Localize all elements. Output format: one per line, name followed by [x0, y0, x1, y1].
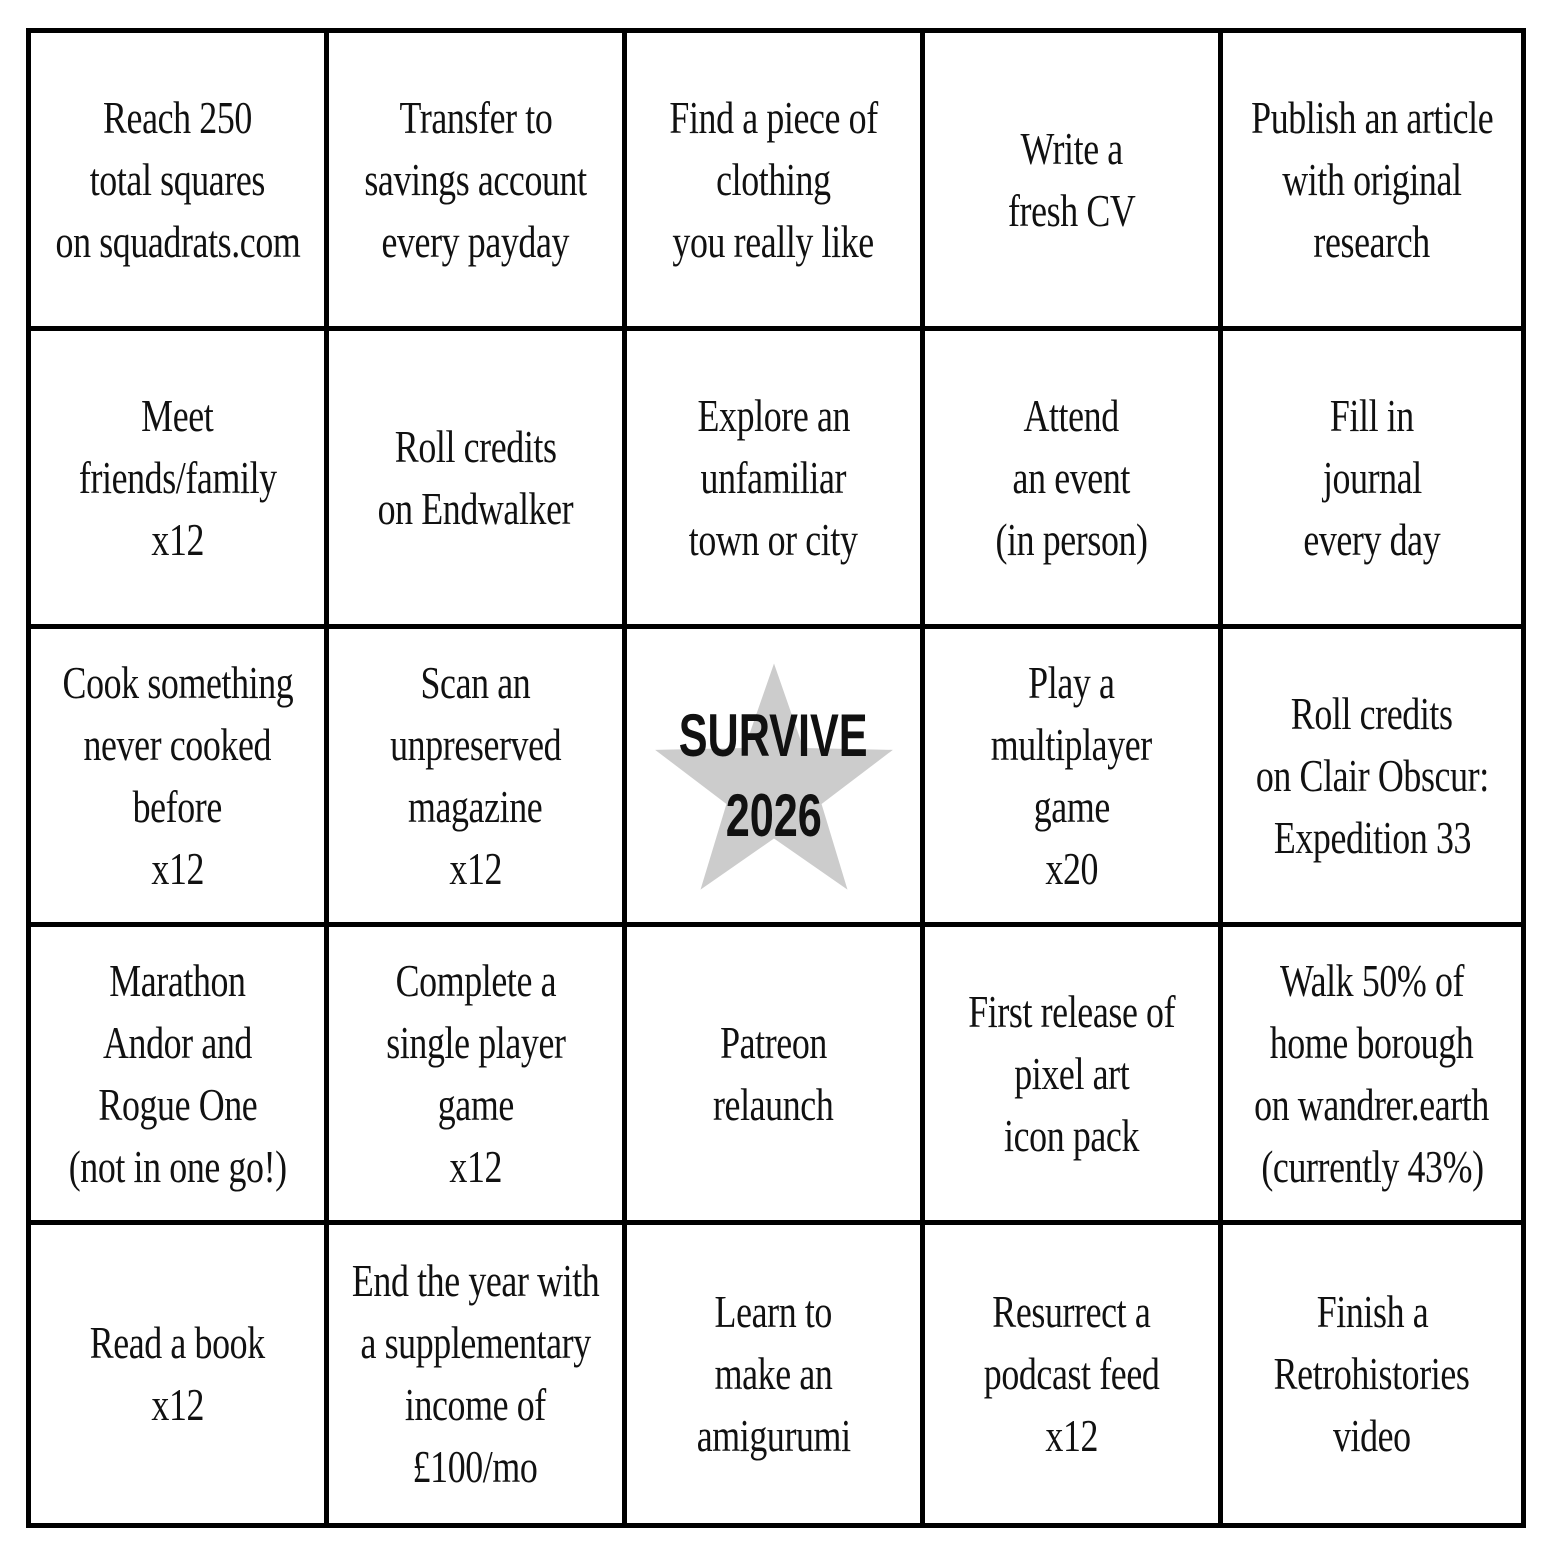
bingo-square-text: x12 — [1045, 1410, 1098, 1461]
bingo-square[interactable] — [627, 33, 925, 331]
bingo-square-text: Finish a — [1316, 1286, 1428, 1337]
bingo-square[interactable] — [329, 927, 627, 1225]
bingo-square[interactable] — [1223, 331, 1521, 629]
bingo-square[interactable] — [1223, 1225, 1521, 1523]
bingo-square-text: (in person) — [995, 513, 1148, 565]
bingo-square-text: video — [1333, 1410, 1411, 1461]
bingo-square-text: on wandrer.earth — [1254, 1078, 1490, 1130]
bingo-square-text: (not in one go!) — [68, 1140, 287, 1192]
bingo-square-text: Retrohistories — [1274, 1348, 1470, 1399]
bingo-square-text: podcast feed — [983, 1348, 1160, 1399]
bingo-free-space[interactable] — [627, 629, 925, 927]
bingo-square-text: multiplayer — [990, 718, 1153, 770]
bingo-square-text: Patreon — [720, 1016, 827, 1068]
bingo-square-text: you really like — [672, 215, 875, 267]
bingo-square-text: home borough — [1270, 1016, 1474, 1068]
bingo-square[interactable] — [925, 1225, 1223, 1523]
bingo-square-text: Reach 250 — [103, 91, 252, 143]
free-space-text: SURVIVE — [679, 701, 868, 769]
bingo-square-text: Explore an — [697, 389, 850, 441]
bingo-square[interactable] — [31, 927, 329, 1225]
bingo-square-text: every day — [1303, 513, 1441, 565]
free-space-text: 2026 — [725, 781, 822, 849]
bingo-square-text: savings account — [364, 153, 587, 205]
bingo-square-text: Roll credits — [1291, 687, 1453, 739]
bingo-square-text: Andor and — [103, 1016, 252, 1068]
bingo-square[interactable] — [329, 331, 627, 629]
bingo-square-text: x12 — [151, 842, 204, 894]
bingo-square-text: Expedition 33 — [1273, 811, 1471, 863]
bingo-square-text: game — [1033, 780, 1110, 832]
bingo-square-text: Cook something — [62, 656, 293, 708]
bingo-square-text: before — [132, 780, 223, 832]
bingo-square[interactable] — [925, 331, 1223, 629]
bingo-square-text: Play a — [1028, 656, 1115, 708]
bingo-square-text: make an — [714, 1348, 833, 1399]
bingo-square-text: on Clair Obscur: — [1255, 749, 1489, 801]
bingo-square[interactable] — [627, 927, 925, 1225]
bingo-square-text: icon pack — [1004, 1109, 1139, 1161]
bingo-square-text: an event — [1012, 451, 1131, 503]
bingo-board — [26, 28, 1526, 1528]
bingo-square-text: relaunch — [713, 1078, 834, 1130]
bingo-square[interactable] — [627, 331, 925, 629]
bingo-square[interactable] — [329, 33, 627, 331]
bingo-square[interactable] — [1223, 629, 1521, 927]
bingo-square-text: Complete a — [395, 954, 556, 1006]
bingo-square[interactable] — [31, 331, 329, 629]
bingo-square-text: amigurumi — [696, 1410, 851, 1461]
bingo-square-text: clothing — [716, 153, 831, 205]
bingo-square-text: fresh CV — [1007, 184, 1136, 236]
bingo-square[interactable] — [1223, 33, 1521, 331]
bingo-square-text: friends/family — [78, 451, 277, 503]
bingo-square-text: Fill in — [1329, 389, 1415, 441]
bingo-square-text: Walk 50% of — [1279, 954, 1465, 1006]
bingo-square-text: Read a book — [89, 1317, 266, 1368]
bingo-square[interactable] — [925, 927, 1223, 1225]
bingo-square-text: Find a piece of — [669, 91, 878, 143]
bingo-square-text: x12 — [449, 842, 502, 894]
bingo-square[interactable] — [925, 629, 1223, 927]
bingo-square-text: x20 — [1045, 842, 1098, 894]
bingo-square-text: single player — [385, 1016, 566, 1068]
bingo-square-text: with original — [1282, 153, 1462, 205]
bingo-square-text: Marathon — [109, 954, 246, 1006]
bingo-square-text: Write a — [1020, 122, 1123, 174]
bingo-square-text: pixel art — [1013, 1047, 1130, 1099]
bingo-square[interactable] — [329, 1225, 627, 1523]
bingo-square-text: a supplementary — [360, 1317, 591, 1368]
bingo-square-text: unfamiliar — [700, 451, 847, 503]
bingo-square-text: Learn to — [714, 1286, 833, 1337]
bingo-square-text: Rogue One — [98, 1078, 257, 1130]
bingo-square[interactable] — [925, 33, 1223, 331]
bingo-square[interactable] — [31, 1225, 329, 1523]
bingo-square-text: £100/mo — [413, 1441, 538, 1492]
bingo-square-text: income of — [405, 1379, 546, 1430]
bingo-square[interactable] — [329, 629, 627, 927]
bingo-square-text: Scan an — [420, 656, 531, 708]
bingo-square-text: game — [437, 1078, 514, 1130]
bingo-square-text: every payday — [381, 215, 570, 267]
bingo-square-text: End the year with — [351, 1255, 600, 1306]
bingo-square-text: town or city — [689, 513, 858, 565]
bingo-square-text: Roll credits — [394, 420, 557, 472]
bingo-square-text: x12 — [151, 513, 204, 565]
bingo-square-text: First release of — [968, 985, 1175, 1037]
bingo-square-text: unpreserved — [389, 718, 562, 770]
bingo-square-text: x12 — [449, 1140, 502, 1192]
bingo-square-text: magazine — [408, 780, 543, 832]
bingo-square[interactable] — [31, 629, 329, 927]
free-space-label — [642, 696, 904, 856]
bingo-square-text: (currently 43%) — [1260, 1140, 1484, 1192]
bingo-square[interactable] — [627, 1225, 925, 1523]
bingo-square-text: Resurrect a — [992, 1286, 1151, 1337]
bingo-square-text: Publish an article — [1250, 91, 1494, 143]
bingo-square-text: journal — [1322, 451, 1422, 503]
bingo-square-text: Meet — [141, 389, 214, 441]
bingo-square-text: x12 — [151, 1379, 204, 1430]
bingo-square-text: total squares — [89, 153, 266, 205]
bingo-square-text: Attend — [1023, 389, 1120, 441]
bingo-square-text: never cooked — [83, 718, 272, 770]
bingo-square-text: on squadrats.com — [55, 215, 300, 267]
bingo-square-text: on Endwalker — [377, 482, 574, 534]
bingo-square-text: Transfer to — [399, 91, 552, 143]
bingo-square[interactable] — [1223, 927, 1521, 1225]
bingo-square-text: research — [1313, 215, 1431, 267]
bingo-square[interactable] — [31, 33, 329, 331]
